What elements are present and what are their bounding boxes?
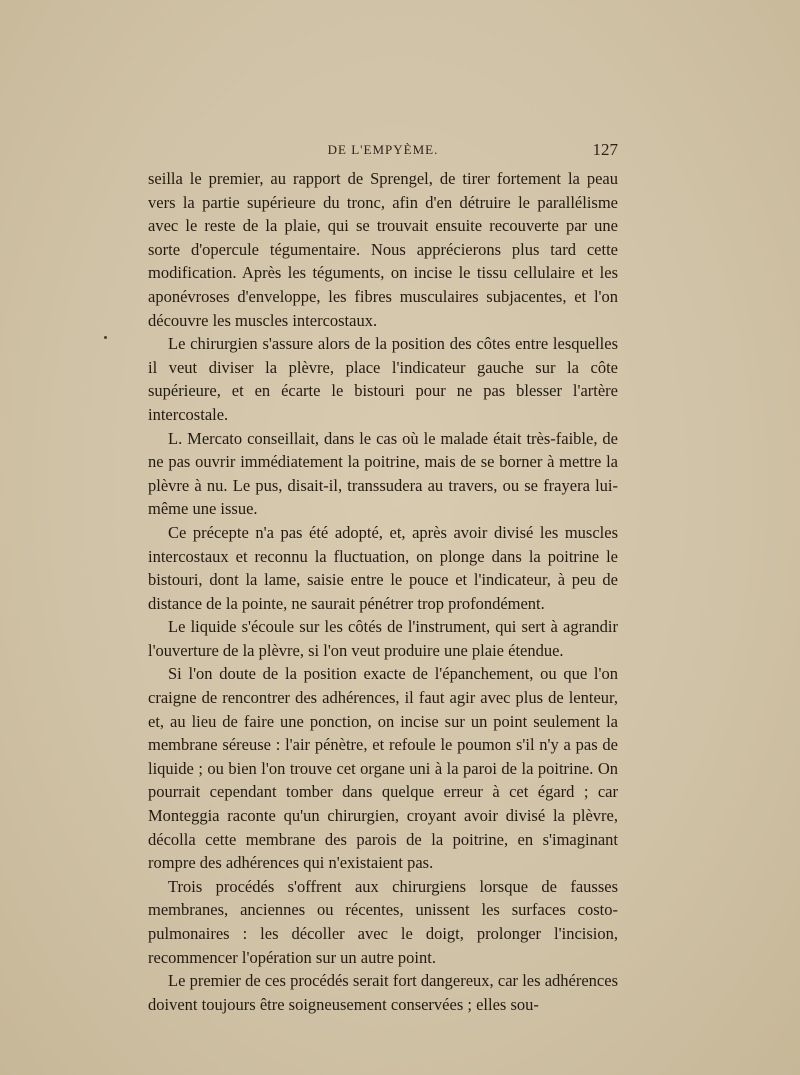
page-header: [148, 142, 618, 164]
paragraph-1: seilla le premier, au rapport de Sprengel, de tirer fortement la peau vers la partie supérieure du tronc, afin d'en détruire le parallélisme avec le reste de la plaie, qui se trouvait ensuite recouverte par une sorte d'opercule tégumentaire. Nous apprécierons plus tard cette modification. Après les téguments, on incise le tissu cellulaire et les aponévroses d'enveloppe, les fibres musculaires subjacentes, et l'on découvre les muscles intercostaux.: [148, 169, 618, 330]
paragraph-7: Trois procédés s'offrent aux chirurgiens lorsque de fausses membranes, anciennes ou récentes, unissent les surfaces costo-pulmonaires : les décoller avec le doigt, prolonger l'incision, recommencer l'opération sur un autre point.: [148, 876, 618, 967]
paragraph-2: Le chirurgien s'assure alors de la position des côtes entre lesquelles il veut diviser la plèvre, place l'indicateur gauche sur la côte supérieure, et en écarte le bistouri pour ne pas blesser l'artère intercostale.: [148, 334, 618, 424]
paragraph-8: Le premier de ces procédés serait fort dangereux, car les adhérences doivent toujours être soigneusement conservées ; elles sou-: [148, 971, 618, 1014]
paragraph-4: Ce précepte n'a pas été adopté, et, après avoir divisé les muscles intercostaux et reconnu la fluctuation, on plonge dans la poitrine le bistouri, dont la lame, saisie entre le pouce et l'indicateur, à peu de distance de la pointe, ne saurait pénétrer trop profondément.: [148, 522, 618, 613]
body-text: [148, 167, 618, 1016]
running-title: DE L'EMPYÈME.: [327, 142, 439, 157]
paragraph-3: L. Mercato conseillait, dans le cas où le malade était très-faible, de ne pas ouvrir immédiatement la poitrine, mais de se borner à mettre la plèvre à nu. Le pus, disait-il, transsudera au travers, ou se frayera lui-même une issue.: [148, 428, 618, 519]
paragraph-6: Si l'on doute de la position exacte de l'épanchement, ou que l'on craigne de rencontrer des adhérences, il faut agir avec plus de lenteur, et, au lieu de faire une ponction, on incise sur un point seulement la membrane séreuse : l'air pénètre, et refoule le poumon s'il n'y a pas de liquide ; ou bien l'on trouve cet organe uni à la paroi de la poitrine. On pourrait cependant tomber dans quelque erreur à cet égard ; car Monteggia raconte qu'un chirurgien, croyant avoir divisé la plèvre, décolla cette membrane des parois de la poitrine, en s'imaginant rompre des adhérences qui n'existaient pas.: [148, 664, 618, 873]
paragraph-5: Le liquide s'écoule sur les côtés de l'instrument, qui sert à agrandir l'ouverture de la plèvre, si l'on veut produire une plaie étendue.: [148, 617, 618, 660]
margin-mark: [104, 336, 107, 339]
page-number: 127: [592, 140, 618, 159]
